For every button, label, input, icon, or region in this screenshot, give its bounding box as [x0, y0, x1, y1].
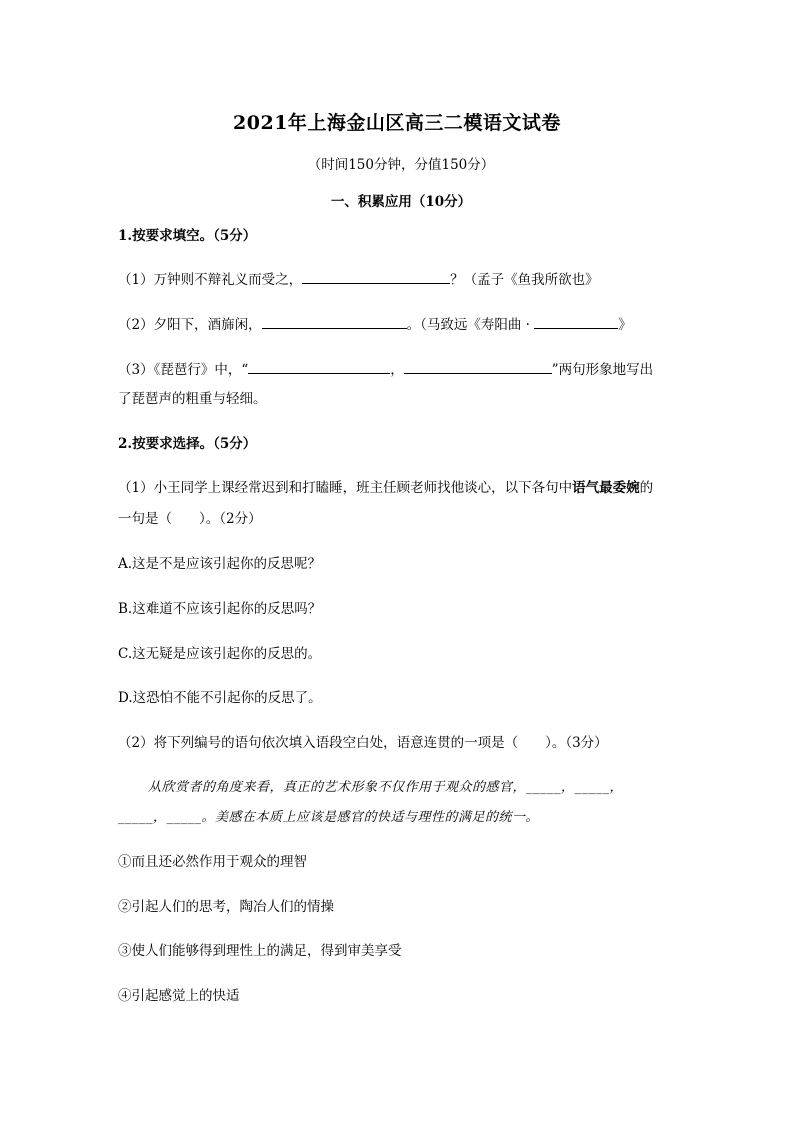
item-2-text-middle: 。（马致远《寿阳曲 ·	[406, 317, 535, 333]
sub-1-emphasis: 语气最委婉	[572, 480, 640, 496]
item-2-text-after: 》	[618, 317, 632, 333]
sub-1-text-before: （1）小王同学上课经常迟到和打瞌睡，班主任顾老师找他谈心，以下各句中	[118, 480, 573, 496]
sentence-2: ②引起人们的思考，陶冶人们的情操	[118, 899, 334, 915]
option-d[interactable]: D.这恐怕不能不引起你的反思了。	[118, 690, 322, 706]
question-2-sub-1	[118, 478, 653, 498]
question-1-item-3-continuation: 了琵琶声的粗重与轻细。	[118, 391, 267, 407]
item-3-text-after: ”两句形象地写出	[551, 362, 654, 378]
question-1-item-2	[118, 314, 632, 335]
item-3-text-middle: ，	[390, 362, 404, 378]
option-b[interactable]: B.这难道不应该引起你的反思吗？	[118, 601, 322, 617]
fill-blank[interactable]	[534, 314, 618, 329]
fill-blank[interactable]	[404, 359, 552, 374]
exam-time-score: （时间150分钟，分值150分）	[307, 157, 495, 173]
item-1-text-before: （1）万钟则不辩礼义而受之，	[118, 272, 303, 288]
item-3-text-before: （3）《琵琶行》中，“	[118, 362, 249, 378]
fill-blank[interactable]	[302, 269, 450, 284]
option-c[interactable]: C.这无疑是应该引起你的反思的。	[118, 646, 322, 662]
question-2-sub-1-continuation: 一句是（ ）。（2分）	[118, 511, 262, 527]
sentence-3: ③使人们能够得到理性上的满足，得到审美享受	[118, 943, 402, 959]
sentence-4: ④引起感觉上的快适	[118, 988, 240, 1004]
sub-1-text-after: 的	[639, 480, 654, 496]
question-1-heading: 1.按要求填空。（5分）	[118, 228, 257, 244]
fill-blank[interactable]	[262, 314, 407, 329]
passage-line-2: _____，_____。美感在本质上应该是感官的快适与理性的满足的统一。	[118, 810, 540, 825]
sentence-1: ①而且还必然作用于观众的理智	[118, 854, 307, 870]
item-1-text-after: ？（孟子《鱼我所欲也》	[450, 272, 599, 288]
item-2-text-before: （2）夕阳下，酒旆闲，	[118, 317, 262, 333]
fill-blank[interactable]	[248, 359, 390, 374]
question-2-heading: 2.按要求选择。（5分）	[118, 436, 257, 452]
question-1-item-3	[118, 359, 653, 380]
question-2-sub-2: （2）将下列编号的语句依次填入语段空白处，语意连贯的一项是（ ）。（3分）	[118, 735, 608, 751]
option-a[interactable]: A.这是不是应该引起你的反思呢？	[118, 556, 322, 572]
exam-title: 2021年上海金山区高三二模语文试卷	[233, 112, 561, 134]
section-heading: 一、积累应用（10分）	[330, 194, 472, 210]
question-1-item-1	[118, 269, 599, 290]
passage-line-1: 从欣赏者的角度来看，真正的艺术形象不仅作用于观众的感官，_____，_____，	[148, 780, 624, 795]
